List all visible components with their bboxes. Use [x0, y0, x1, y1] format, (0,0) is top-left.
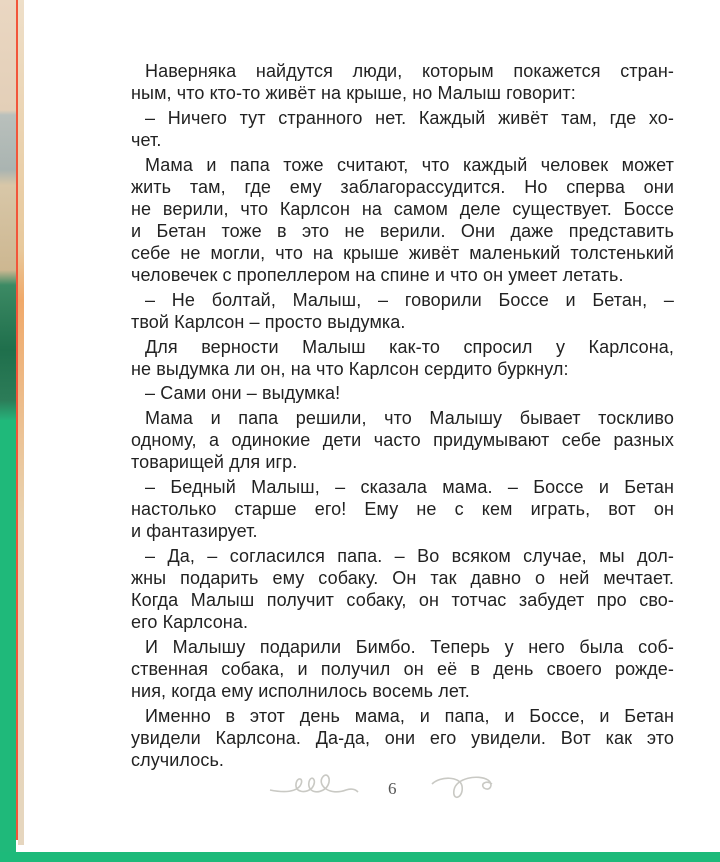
paragraph	[131, 545, 674, 633]
text-line: его Карлсона.	[131, 612, 249, 632]
text-line: Наверняка найдутся люди, которым покажется стран-	[145, 61, 674, 81]
decorative-swirls	[0, 768, 720, 808]
body-text	[131, 60, 674, 773]
text-line: ния, когда ему исполнилось восемь лет.	[131, 680, 470, 701]
paragraph	[131, 107, 674, 151]
text-line: Когда Малыш получит собаку, он тотчас забудет про сво-	[131, 589, 674, 610]
text-line: И Малышу подарили Бимбо. Теперь у него была соб-	[145, 636, 674, 657]
text-line: увидели Карлсона. Да-да, они его увидели. Вот как это	[131, 727, 674, 748]
text-line: Мама и папа решили, что Малышу бывает тоскливо	[145, 407, 674, 428]
paragraph	[131, 154, 674, 287]
text-line: не выдумка ли он, на что Карлсон сердито буркнул:	[131, 358, 569, 379]
text-line: Мама и папа тоже считают, что каждый человек может	[145, 154, 674, 175]
text-line: и Бетан тоже в это не верили. Они даже представить	[131, 220, 674, 241]
text-line: жны подарить ему собаку. Он так давно о ней мечтает.	[131, 567, 674, 588]
paragraph	[131, 476, 674, 542]
text-line: не верили, что Карлсон на самом деле существует. Боссе	[131, 198, 674, 219]
page-footer	[0, 768, 720, 808]
text-line: товарищей для игр.	[131, 452, 298, 473]
paragraph	[131, 407, 674, 473]
text-line: – Бедный Малыш, – сказала мама. – Боссе и Бетан	[145, 476, 674, 497]
paragraph	[131, 336, 674, 380]
text-line: одному, а одинокие дети часто придумывают себе разных	[131, 430, 674, 451]
text-line: – Сами они – выдумка!	[145, 383, 341, 404]
text-line: – Да, – согласился папа. – Во всяком случае, мы дол-	[145, 545, 674, 566]
text-line: жить там, где ему заблагорассудится. Но сперва они	[131, 176, 674, 197]
text-line: – Ничего тут странного нет. Каждый живёт там, где хо-	[145, 107, 674, 128]
right-swirl-icon	[432, 777, 492, 797]
paragraph	[131, 636, 674, 702]
text-line: Именно в этот день мама, и папа, и Боссе, и Бетан	[145, 705, 674, 726]
paragraph	[131, 382, 674, 404]
text-line: – Не болтай, Малыш, – говорили Боссе и Бетан, –	[145, 289, 674, 310]
page-edge	[18, 0, 24, 845]
text-line: человечек с пропеллером на спине и что он умеет летать.	[131, 265, 624, 286]
text-line: чет.	[131, 129, 162, 150]
text-line: и фантазирует.	[131, 521, 258, 542]
paragraph	[131, 289, 674, 333]
text-line: Для верности Малыш как-то спросил у Карлсона,	[145, 336, 674, 357]
left-swirl-icon	[270, 775, 358, 792]
page-number: 6	[388, 779, 397, 798]
text-line: настолько старше его! Ему не с кем играть, вот он	[131, 498, 674, 519]
bottom-green-border	[0, 852, 720, 862]
paragraph	[131, 705, 674, 771]
text-line: ным, что кто-то живёт на крыше, но Малыш говорит:	[131, 83, 576, 104]
text-line: твой Карлсон – просто выдумка.	[131, 311, 406, 332]
paragraph	[131, 60, 674, 104]
text-line: ственная собака, и получил он её в день своего рожде-	[131, 658, 674, 679]
text-line: себе не могли, что на крыше живёт маленький толстенький	[131, 242, 674, 263]
text-line: случилось.	[131, 749, 225, 770]
